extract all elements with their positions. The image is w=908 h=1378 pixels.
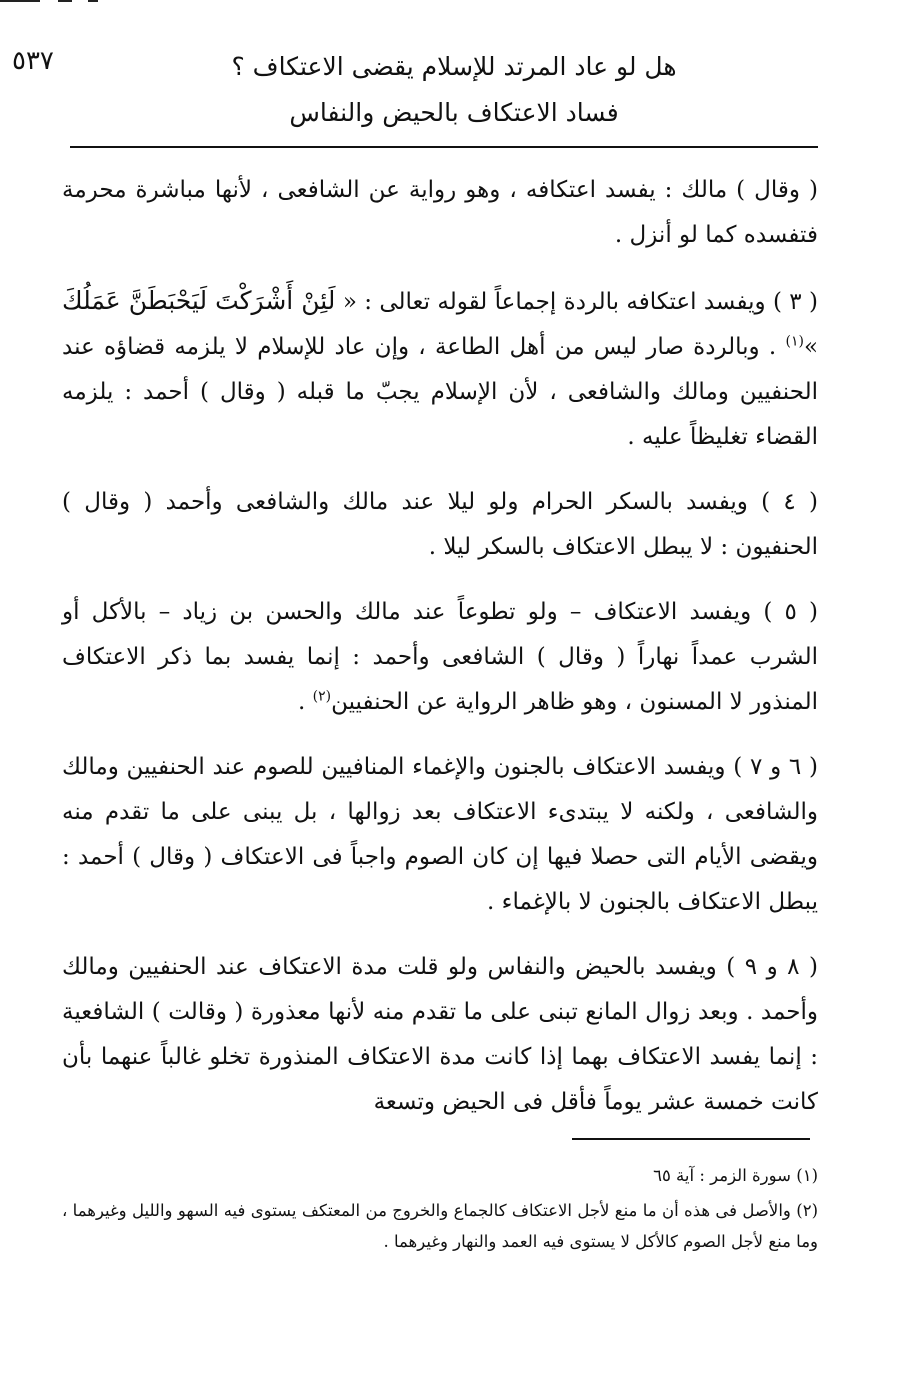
paragraph-malik-view: ( وقال ) مالك : يفسد اعتكافه ، وهو رواية عن الشافعى ، لأنها مباشرة محرمة فتفسده كما لو أنزل . xyxy=(62,177,819,248)
header-question-title: هل لو عاد المرتد للإسلام يقضى الاعتكاف ؟ xyxy=(231,52,677,81)
header-section-title: فساد الاعتكاف بالحيض والنفاس xyxy=(289,98,619,127)
page-number: ٥٣٧ xyxy=(12,46,54,76)
paragraph-body: ( ٥ ) ويفسد الاعتكاف – ولو تطوعاً عند مالك والحسن بن زياد – بالأكل أو الشرب عمداً نهاراً ( وقال ) الشافعى وأحمد : إنما يفسد بما ذكر الاعتكاف المنذور لا المسنون ، وهو ظاهر الرواية عن الحنفيين xyxy=(62,599,818,715)
paragraph-insanity-fainting: ( ٦ و ٧ ) ويفسد الاعتكاف بالجنون والإغماء المنافيين للصوم عند الحنفيين ومالك والشافعى ، ولكنه لا يبتدىء الاعتكاف بعد زوالها ، بل يبنى على ما تقدم منه ويقضى الأيام التى حصلا فيها إن كان الصوم واجباً فى الاعتكاف ( وقال ) أحمد : يبطل الاعتكاف بالجنون لا بالإغماء . xyxy=(62,754,818,915)
footnote-ref-1[interactable]: (١) xyxy=(785,333,804,350)
header-rule xyxy=(70,146,818,148)
paragraph-lead: ( ٣ ) ويفسد اعتكافه بالردة إجماعاً لقوله تعالى : « xyxy=(342,289,818,315)
paragraph-intoxication: ( ٤ ) ويفسد بالسكر الحرام ولو ليلا عند مالك والشافعى وأحمد ( وقال ) الحنفيون : لا يبطل الاعتكاف بالسكر ليلا . xyxy=(62,489,818,560)
paragraph-eating-drinking xyxy=(62,590,818,725)
main-text xyxy=(62,168,818,1145)
paragraph-tail: . xyxy=(298,689,313,715)
footnote-rule xyxy=(572,1138,810,1140)
footnote-1: (١) سورة الزمر : آية ٦٥ xyxy=(653,1166,818,1185)
footnotes xyxy=(62,1160,818,1261)
paragraph-body: . وبالردة صار ليس من أهل الطاعة ، وإن عاد للإسلام لا يلزمه قضاؤه عند الحنفيين ومالك والشافعى ، لأن الإسلام يجبّ ما قبله ( وقال ) أحمد : يلزمه القضاء تغليظاً عليه . xyxy=(62,334,818,450)
scan-edge-mark xyxy=(58,0,72,2)
running-header xyxy=(60,44,848,136)
quote-close: » xyxy=(803,334,819,360)
footnote-2: (٢) والأصل فى هذه أن ما منع لأجل الاعتكاف كالجماع والخروج من المعتكف يستوى فيه السهو والليل وغيرهما ، وما منع لأجل الصوم كالأكل لا يستوى فيه العمد والنهار وغيرهما . xyxy=(62,1201,818,1251)
paragraph-apostasy xyxy=(62,278,818,460)
footnote-ref-2[interactable]: (٢) xyxy=(312,688,332,705)
scan-edge-mark xyxy=(88,0,98,2)
scan-edge-mark xyxy=(0,0,40,2)
paragraph-menstruation: ( ٨ و ٩ ) ويفسد بالحيض والنفاس ولو قلت مدة الاعتكاف عند الحنفيين ومالك وأحمد . وبعد زوال المانع تبنى على ما تقدم منه لأنها معذورة ( وقالت ) الشافعية : إنما يفسد الاعتكاف بهما إذا كانت مدة الاعتكاف المنذورة تخلو غالباً عنهما بأن كانت خمسة عشر يوماً فأقل فى الحيض وتسعة xyxy=(62,954,818,1115)
quran-verse: لَئِنْ أَشْرَكْتَ لَيَحْبَطَنَّ عَمَلُكَ xyxy=(62,286,336,315)
